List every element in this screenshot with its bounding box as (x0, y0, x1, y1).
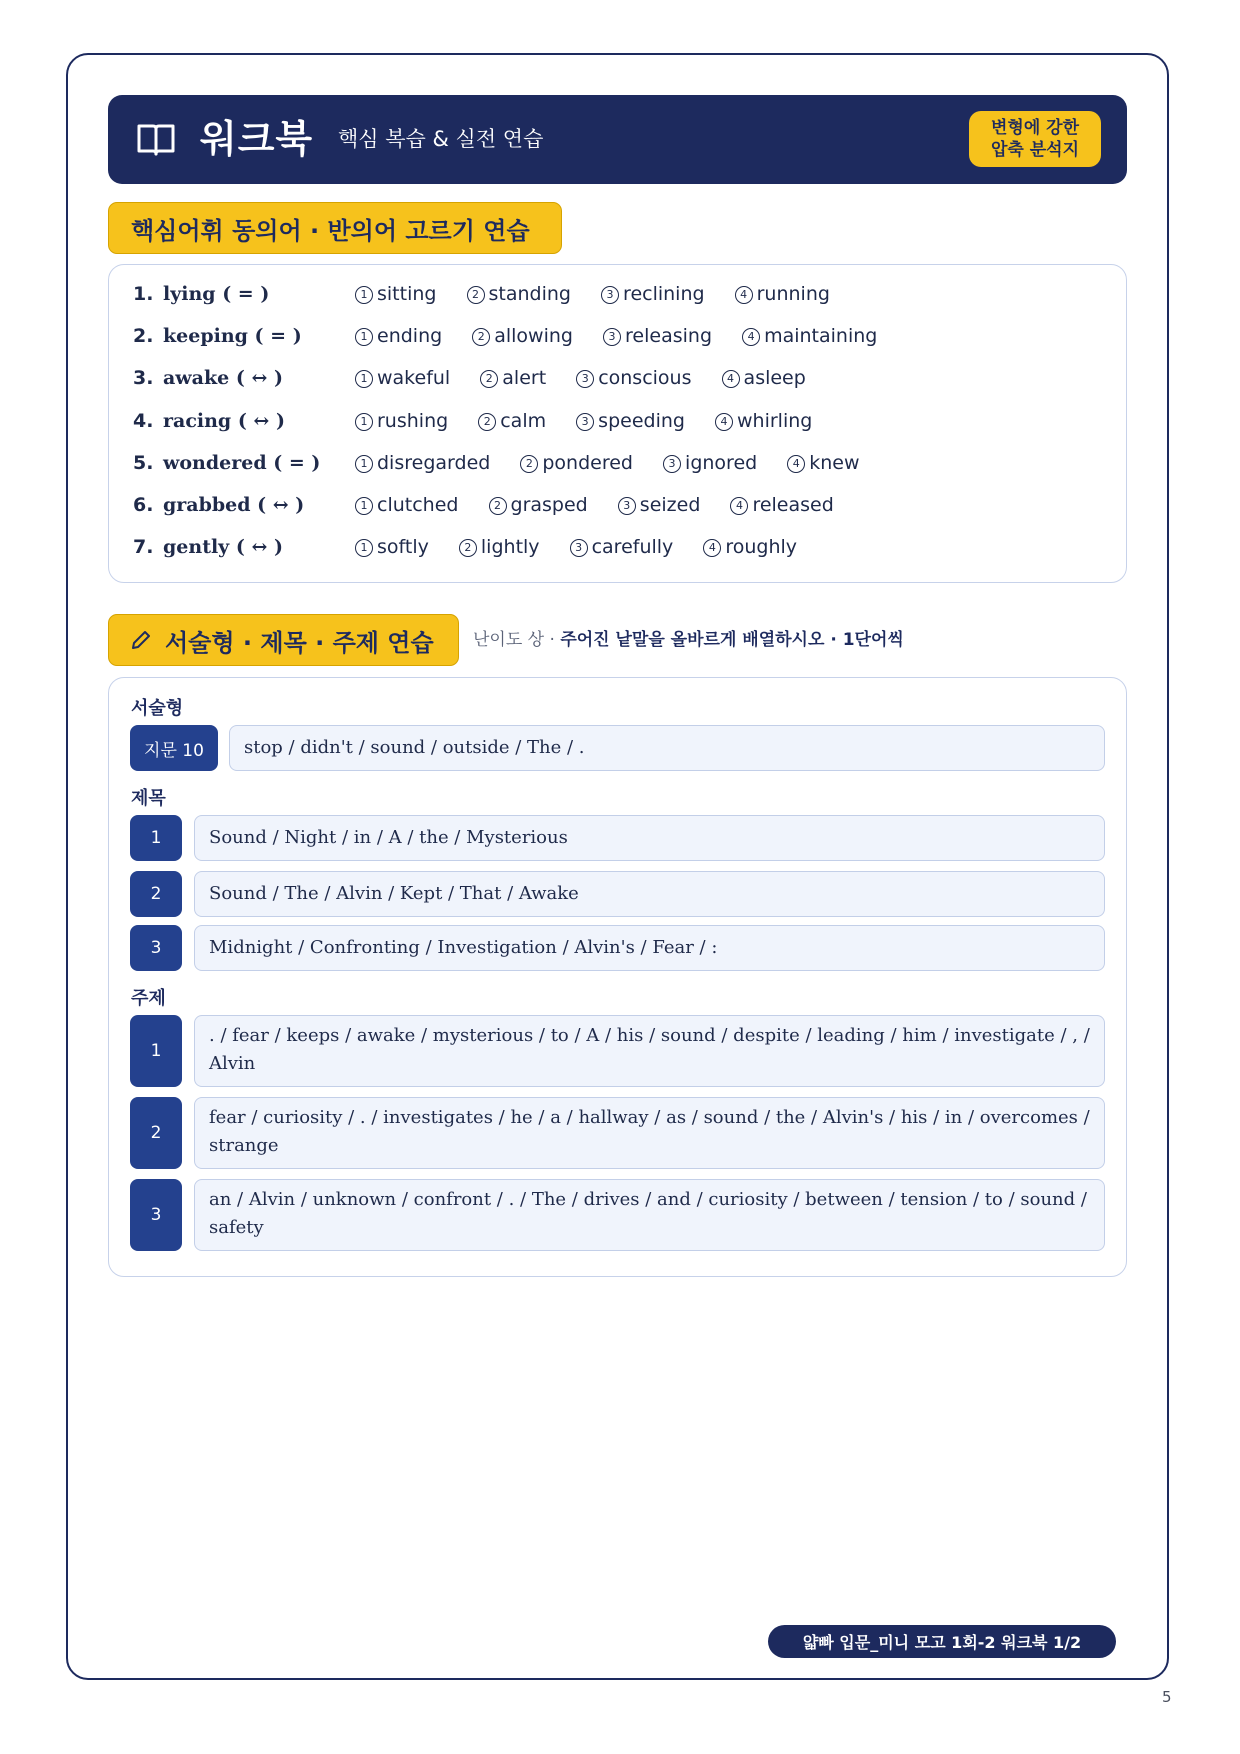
vocab-options (355, 363, 830, 393)
vocab-option[interactable] (355, 494, 458, 516)
vocab-option[interactable] (355, 325, 442, 347)
essay-answer-field[interactable]: stop / didn't / sound / outside / The / . (229, 725, 1105, 771)
option-marker: 4 (703, 539, 721, 557)
option-text: pondered (542, 452, 633, 474)
option-text: reclining (623, 283, 705, 305)
vocab-option[interactable] (520, 452, 633, 474)
option-text: released (752, 494, 834, 516)
title-number: 2 (130, 871, 182, 917)
option-text: grasped (510, 494, 588, 516)
vocab-options (355, 532, 821, 562)
vocab-section-title (108, 202, 562, 254)
vocab-option[interactable] (355, 367, 450, 389)
footer-label: 얇빠 입문_미니 모고 1회-2 워크북 1/2 (768, 1625, 1116, 1658)
option-marker: 3 (663, 455, 681, 473)
option-marker: 1 (355, 413, 373, 431)
vocab-word: racing ( ↔ ) (163, 410, 285, 432)
option-text: rushing (377, 410, 449, 432)
option-marker: 3 (618, 497, 636, 515)
theme-label: 주제 (131, 988, 166, 1009)
title-label: 제목 (131, 788, 166, 809)
option-text: knew (809, 452, 860, 474)
vocab-number: 3. (133, 367, 154, 389)
option-marker: 4 (787, 455, 805, 473)
vocab-option[interactable] (715, 410, 812, 432)
option-text: allowing (494, 325, 573, 347)
vocab-option[interactable] (618, 494, 701, 516)
essay-label: 서술형 (131, 698, 184, 719)
vocab-options (355, 279, 854, 309)
option-marker: 3 (603, 328, 621, 346)
vocab-word: gently ( ↔ ) (163, 536, 283, 558)
option-marker: 2 (480, 370, 498, 388)
vocab-option[interactable] (355, 410, 448, 432)
option-text: maintaining (764, 325, 878, 347)
option-text: releasing (625, 325, 713, 347)
option-marker: 2 (520, 455, 538, 473)
vocab-option[interactable] (603, 325, 712, 347)
option-text: seized (639, 494, 701, 516)
vocab-option[interactable] (601, 283, 705, 305)
instruction-text: 주어진 낱말을 올바르게 배열하시오 · 1단어씩 (560, 630, 904, 650)
option-text: standing (488, 283, 571, 305)
option-marker: 2 (472, 328, 490, 346)
badge-line-1: 변형에 강한 (990, 118, 1080, 138)
desc-section-label: 서술형 · 제목 · 주제 연습 (165, 628, 434, 657)
section-instructions (473, 627, 904, 653)
vocab-options (355, 490, 858, 520)
page-title: 워크북 (200, 117, 314, 161)
title-answer-field[interactable]: Midnight / Confronting / Investigation / Alvin's / Fear / : (194, 925, 1105, 971)
option-marker: 4 (722, 370, 740, 388)
option-marker: 2 (478, 413, 496, 431)
option-text: softly (377, 536, 429, 558)
pencil-icon (129, 628, 153, 652)
vocab-option[interactable] (787, 452, 859, 474)
title-number: 3 (130, 925, 182, 971)
vocab-option[interactable] (722, 367, 806, 389)
vocab-item (133, 490, 1093, 520)
option-marker: 1 (355, 497, 373, 515)
vocab-number: 7. (133, 536, 154, 558)
option-text: sitting (377, 283, 437, 305)
vocab-item (133, 406, 1093, 436)
vocab-option[interactable] (355, 283, 436, 305)
option-marker: 3 (570, 539, 588, 557)
vocab-option[interactable] (467, 283, 571, 305)
option-text: alert (502, 367, 547, 389)
vocab-box (108, 264, 1127, 583)
vocab-option[interactable] (576, 410, 685, 432)
option-text: lightly (480, 536, 540, 558)
vocab-option[interactable] (478, 410, 546, 432)
vocab-section-label: 핵심어휘 동의어 · 반의어 고르기 연습 (131, 216, 530, 245)
option-marker: 2 (467, 286, 485, 304)
page-subtitle: 핵심 복습 & 실전 연습 (338, 127, 544, 151)
option-marker: 3 (601, 286, 619, 304)
vocab-item (133, 363, 1093, 393)
option-marker: 1 (355, 328, 373, 346)
option-marker: 2 (489, 497, 507, 515)
theme-answer-field[interactable]: an / Alvin / unknown / confront / . / The / drives / and / curiosity / between / tension / to / sound / safety (194, 1179, 1105, 1251)
option-marker: 4 (735, 286, 753, 304)
vocab-option[interactable] (663, 452, 757, 474)
option-marker: 1 (355, 286, 373, 304)
option-marker: 1 (355, 370, 373, 388)
vocab-number: 1. (133, 283, 154, 305)
vocab-options (355, 448, 884, 478)
title-answer-field[interactable]: Sound / Night / in / A / the / Mysterious (194, 815, 1105, 861)
vocab-item (133, 279, 1093, 309)
workbook-header (108, 95, 1127, 184)
vocab-option[interactable] (355, 536, 429, 558)
vocab-number: 6. (133, 494, 154, 516)
passage-tag: 지문 10 (130, 725, 218, 771)
vocab-word: wondered ( = ) (163, 452, 321, 474)
vocab-item (133, 532, 1093, 562)
option-marker: 2 (459, 539, 477, 557)
option-text: roughly (725, 536, 798, 558)
option-marker: 3 (576, 370, 594, 388)
theme-answer-field[interactable]: . / fear / keeps / awake / mysterious / to / A / his / sound / despite / leading / him / investigate / , / Alvin (194, 1015, 1105, 1087)
vocab-number: 5. (133, 452, 154, 474)
vocab-option[interactable] (355, 452, 490, 474)
option-text: carefully (591, 536, 674, 558)
vocab-option[interactable] (570, 536, 674, 558)
vocab-option[interactable] (735, 283, 830, 305)
vocab-word: keeping ( = ) (163, 325, 302, 347)
vocab-item (133, 321, 1093, 351)
theme-answer-field[interactable]: fear / curiosity / . / investigates / he / a / hallway / as / sound / the / Alvin's / his / in / overcomes / strange (194, 1097, 1105, 1169)
vocab-word: lying ( = ) (163, 283, 270, 305)
option-marker: 1 (355, 539, 373, 557)
theme-number: 2 (130, 1097, 182, 1169)
vocab-option[interactable] (480, 367, 546, 389)
option-text: ignored (685, 452, 758, 474)
vocab-number: 2. (133, 325, 154, 347)
vocab-option[interactable] (489, 494, 588, 516)
theme-number: 3 (130, 1179, 182, 1251)
option-text: wakeful (377, 367, 451, 389)
badge-line-2: 압축 분석지 (990, 140, 1080, 160)
option-text: calm (500, 410, 547, 432)
vocab-word: awake ( ↔ ) (163, 367, 283, 389)
theme-number: 1 (130, 1015, 182, 1087)
desc-box (108, 677, 1127, 1277)
option-marker: 1 (355, 455, 373, 473)
vocab-option[interactable] (703, 536, 797, 558)
desc-section-title (108, 614, 459, 666)
option-marker: 4 (730, 497, 748, 515)
option-text: whirling (737, 410, 813, 432)
option-marker: 4 (742, 328, 760, 346)
vocab-option[interactable] (576, 367, 691, 389)
option-text: conscious (598, 367, 692, 389)
option-text: ending (377, 325, 443, 347)
vocab-item (133, 448, 1093, 478)
option-text: disregarded (377, 452, 491, 474)
option-text: clutched (377, 494, 459, 516)
vocab-word: grabbed ( ↔ ) (163, 494, 305, 516)
option-text: running (756, 283, 830, 305)
header-badge (969, 111, 1101, 167)
title-answer-field[interactable]: Sound / The / Alvin / Kept / That / Awake (194, 871, 1105, 917)
vocab-option[interactable] (472, 325, 573, 347)
vocab-option[interactable] (459, 536, 540, 558)
page-number: 5 (1162, 1688, 1172, 1706)
vocab-number: 4. (133, 410, 154, 432)
title-number: 1 (130, 815, 182, 861)
vocab-option[interactable] (742, 325, 877, 347)
vocab-option[interactable] (730, 494, 833, 516)
option-marker: 4 (715, 413, 733, 431)
option-text: speeding (598, 410, 685, 432)
vocab-options (355, 406, 836, 436)
open-book-icon (136, 119, 176, 159)
option-marker: 3 (576, 413, 594, 431)
difficulty-note: 난이도 상 · (473, 630, 561, 650)
option-text: asleep (743, 367, 806, 389)
vocab-options (355, 321, 901, 351)
